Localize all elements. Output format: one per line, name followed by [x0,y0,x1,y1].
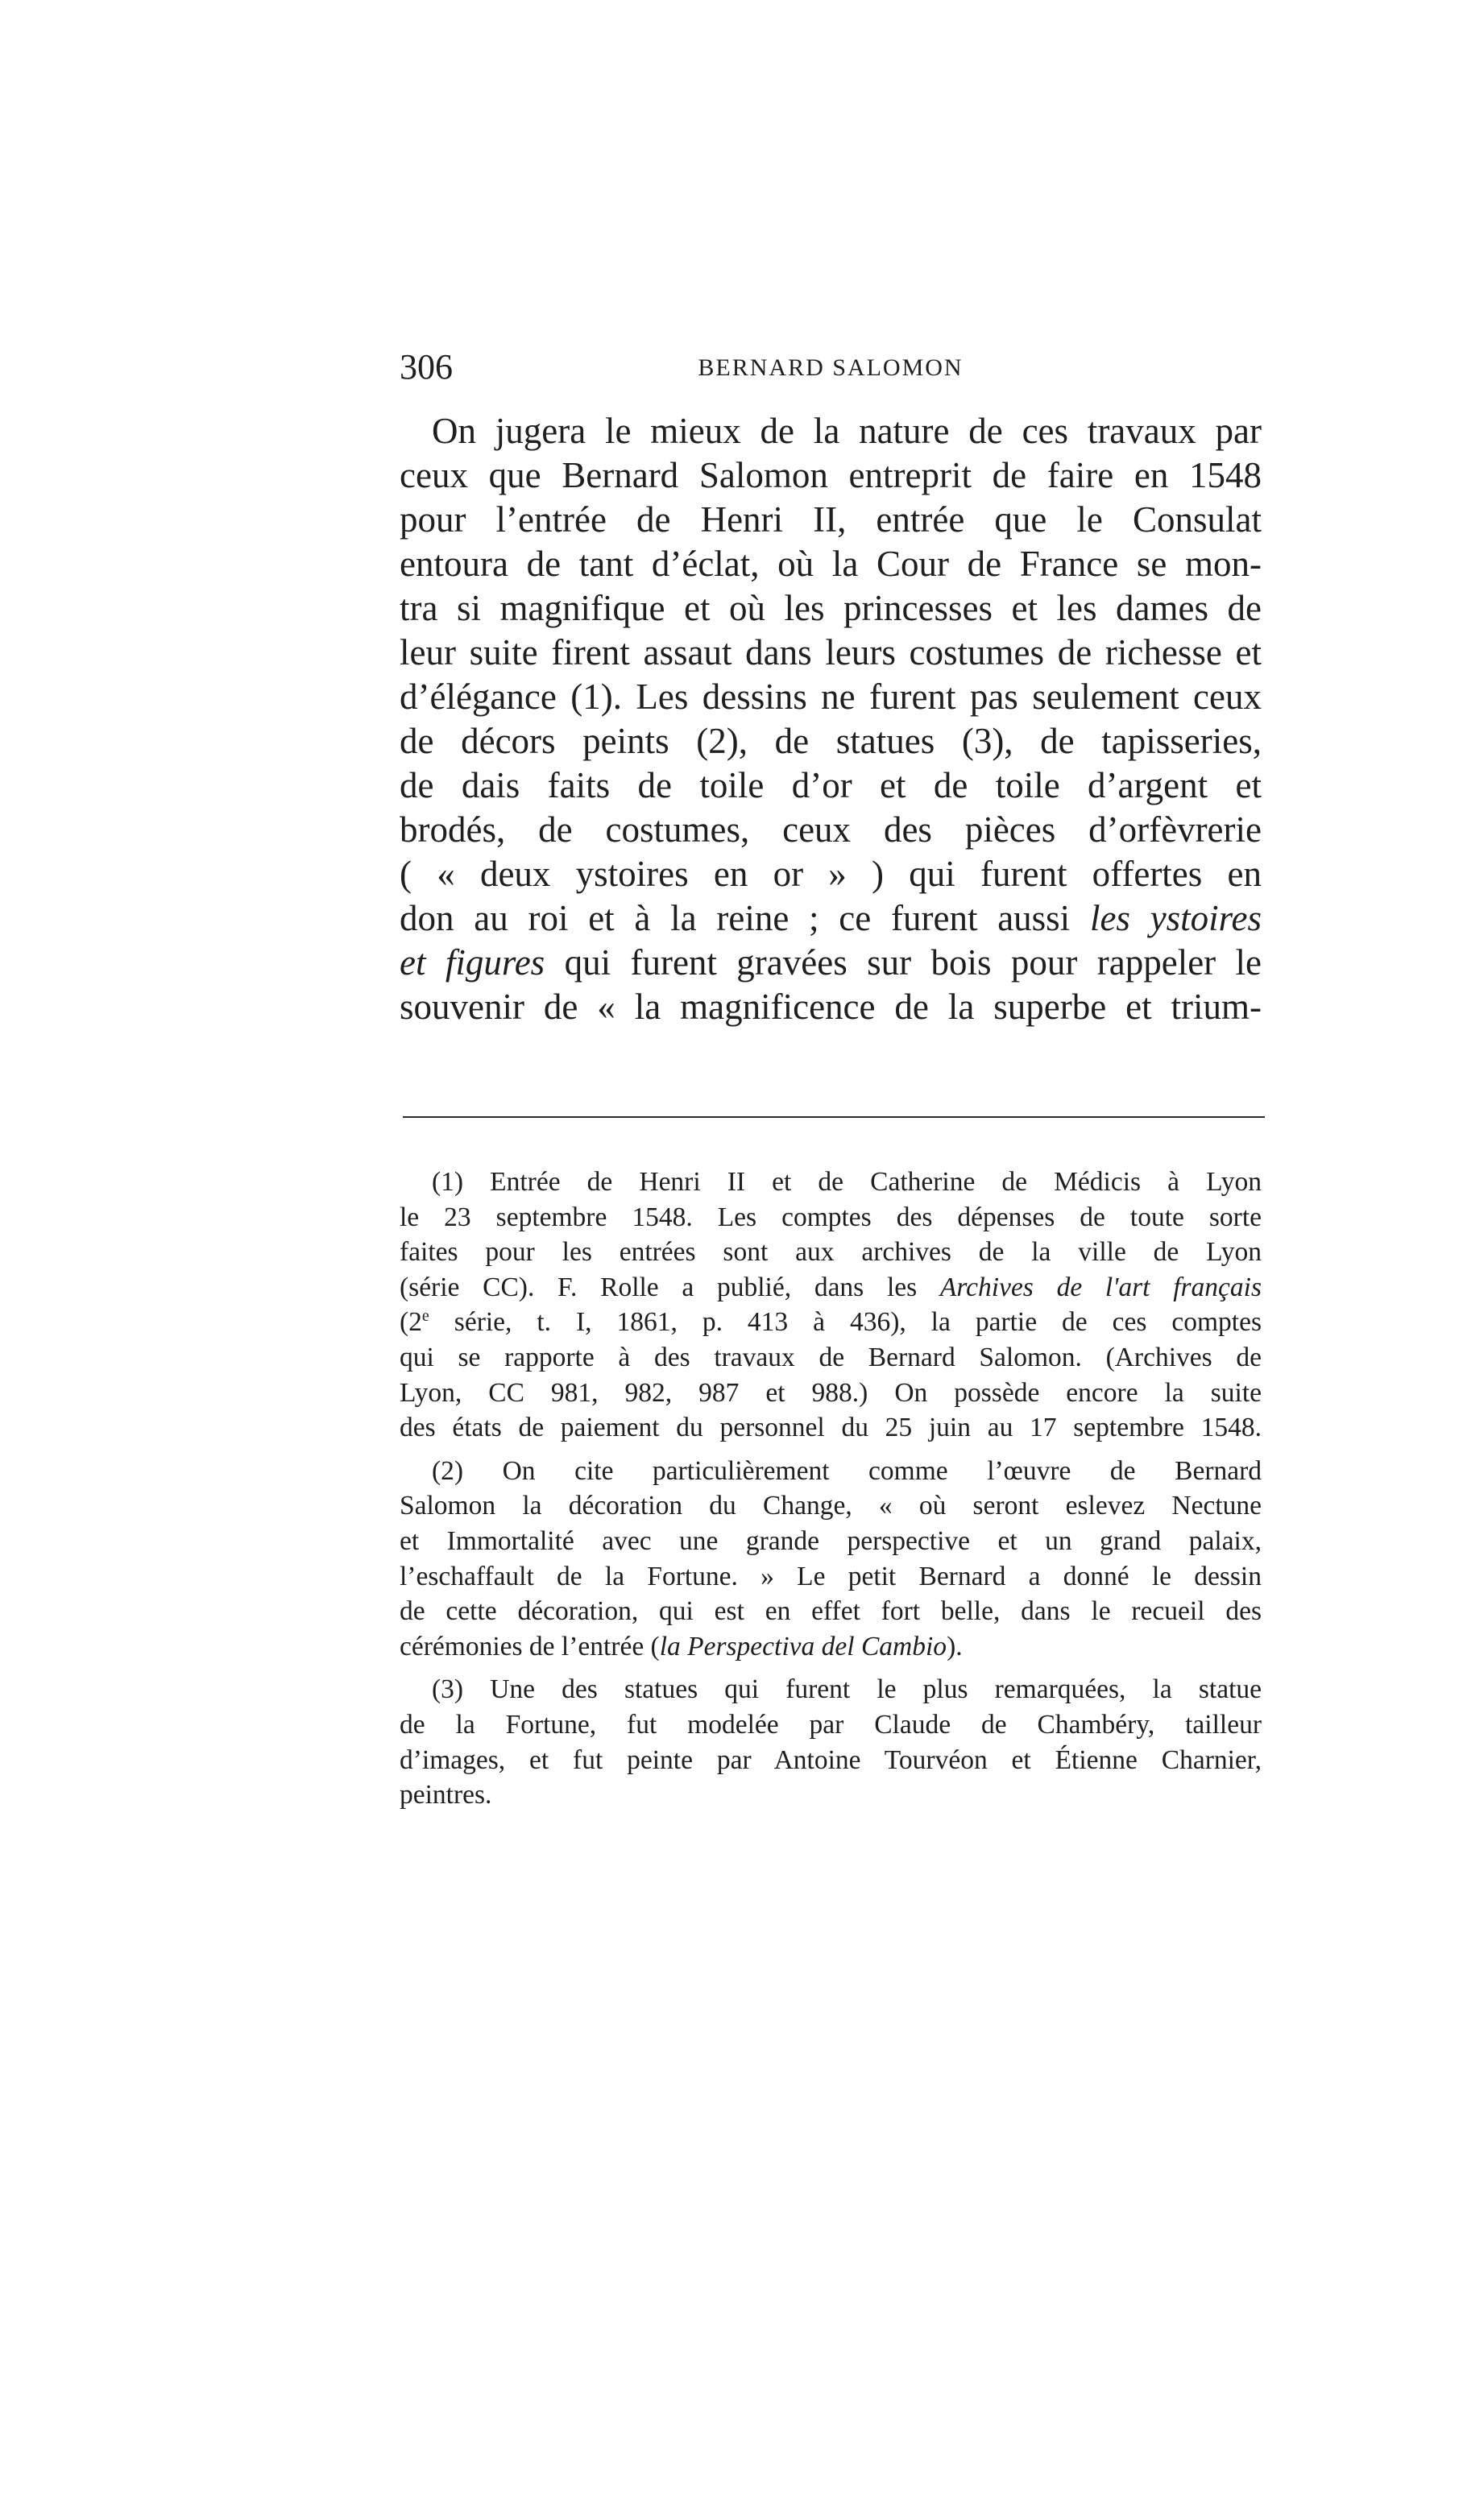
footnote-line: peintres. [400,1780,492,1810]
footnote-line [400,1305,1262,1340]
footnote-line: qui se rapporte à des travaux de Bernard Salomon. (Archives de [400,1342,1262,1372]
footnote-line [400,1629,1262,1665]
footnote-line: de cette décoration, qui est en effet fort belle, dans le recueil des [400,1596,1262,1627]
page-number: 306 [400,347,453,387]
body-text-run: qui furent gravées sur bois pour rappeler le [564,942,1262,983]
footnote-text-run: (2 [400,1307,422,1338]
running-title: BERNARD SALOMON [698,354,964,381]
footnote-line: des états de paiement du personnel du 25 juin au 17 septembre 1548. [400,1413,1262,1443]
body-line: de dais faits de toile d’or et de toile d’argent et [400,765,1262,805]
body-line: ( « deux ystoires en or » ) qui furent offertes en [400,854,1262,894]
footnote-text-run: ). [947,1631,963,1661]
footnotes [400,1165,1262,1821]
body-line [400,941,1262,985]
italic-title: la Perspectiva del Cambio [659,1631,947,1661]
body-line [400,896,1262,941]
footnote-line: l’eschaffault de la Fortune. » Le petit Bernard a donné le dessin [400,1561,1262,1591]
body-line: leur suite firent assaut dans leurs costumes de richesse et [400,632,1262,672]
body-line: pour l’entrée de Henri II, entrée que le Consulat [400,499,1262,540]
footnote-line: (2) On cite particulièrement comme l’œuvre de Bernard [432,1455,1262,1486]
body-line: souvenir de « la magnificence de la superbe et trium- [400,987,1262,1027]
footnote-line: Salomon la décoration du Change, « où seront eslevez Nectune [400,1491,1262,1521]
body-line: d’élégance (1). Les dessins ne furent pas seulement ceux [400,677,1262,717]
footnote-line: d’images, et fut peinte par Antoine Tourvéon et Étienne Charnier, [400,1744,1262,1775]
italic-title: les ystoires [1089,898,1262,938]
body-line: ceux que Bernard Salomon entreprit de faire en 1548 [400,455,1262,495]
footnote-3 [400,1672,1262,1812]
footnote-1 [400,1165,1262,1446]
body-line: On jugera le mieux de la nature de ces travaux par [432,411,1262,451]
footnote-line: (1) Entrée de Henri II et de Catherine de Médicis à Lyon [432,1167,1262,1197]
body-line: entoura de tant d’éclat, où la Cour de France se mon- [400,544,1262,584]
footnote-line: (3) Une des statues qui furent le plus remarquées, la statue [432,1674,1262,1705]
body-text-run: don au roi et à la reine ; ce furent aussi [400,898,1071,938]
footnote-line: de la Fortune, fut modelée par Claude de Chambéry, tailleur [400,1709,1262,1740]
body-line: de décors peints (2), de statues (3), de tapisseries, [400,721,1262,761]
footnote-separator [403,1116,1265,1118]
body-text [400,409,1262,1029]
footnote-line: et Immortalité avec une grande perspective et un grand palaix, [400,1525,1262,1556]
footnote-line: faites pour les entrées sont aux archives de la ville de Lyon [400,1237,1262,1268]
footnote-text-run: (série CC). F. Rolle a publié, dans les [400,1272,918,1302]
page-header [400,346,1262,395]
footnote-text-run: série, t. I, 1861, p. 413 à 436), la partie de ces comptes [429,1307,1262,1338]
italic-title: et figures [400,942,545,983]
body-line: tra si magnifique et où les princesses et les dames de [400,588,1262,628]
superscript: e [421,1307,429,1326]
footnote-line [400,1270,1262,1306]
footnote-line: Lyon, CC 981, 982, 987 et 988.) On possède encore la suite [400,1377,1262,1408]
footnote-text-run: cérémonies de l’entrée ( [400,1631,660,1661]
footnote-2 [400,1454,1262,1665]
italic-title: Archives de l'art français [939,1272,1262,1302]
footnote-line: le 23 septembre 1548. Les comptes des dépenses de toute sorte [400,1202,1262,1232]
body-line: brodés, de costumes, ceux des pièces d’orfèvrerie [400,809,1262,850]
